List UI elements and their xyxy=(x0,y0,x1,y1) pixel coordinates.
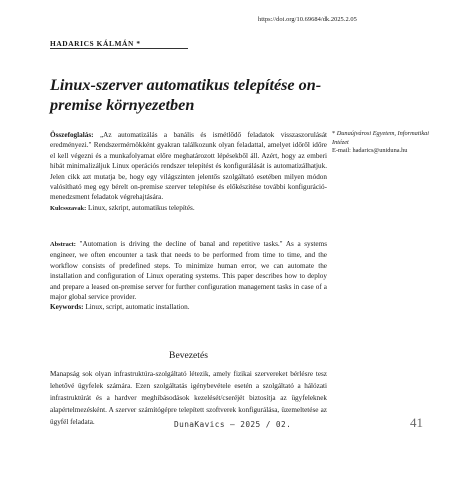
doi-link[interactable]: https://doi.org/10.69684/dk.2025.2.05 xyxy=(258,16,357,23)
abstract-en-label: Abstract: xyxy=(50,241,76,248)
author-divider xyxy=(50,48,188,49)
abstract-hu-label: Összefoglalás: xyxy=(50,131,94,139)
author-name: HADARICS KÁLMÁN * xyxy=(50,39,141,48)
affiliation-marker: * xyxy=(332,130,336,137)
article-title: Linux-szerver automatikus telepítése on-premise környezetben xyxy=(50,76,322,114)
abstract-en-text: "Automation is driving the decline of banal and repetitive tasks." As a systems engineer, we often encounter a task that needs to be performed from time to time, and the workflow consists of predefined steps. To minimize human error, we can automate the installation and configuration of Linux operating systems. This paper describes how to deploy and prepare a leased on-premise server for further configuration management tasks in case of a major global service provider. xyxy=(50,240,328,302)
keywords-hu-text: Linux, szkript, automatikus telepítés. xyxy=(88,203,195,212)
affiliation-email[interactable]: E-mail: hadarics@uniduna.hu xyxy=(332,147,408,155)
keywords-en-text: Linux, script, automatic installation. xyxy=(85,303,190,312)
keywords-hu-label: Kulcsszavak: xyxy=(50,204,87,212)
affiliation-institution: Dunaújvárosi Egyetem, Informatikai Intézet xyxy=(332,130,430,146)
keywords-en-label: Keywords: xyxy=(50,303,84,312)
abstract-hungarian xyxy=(50,130,327,214)
abstract-hu-text: „Az automatizálás a banális és ismétlődő feladatok visszaszorulását eredményezi." Rendszermérnökként gyakran találkozunk olyan feladattal, amelyet időről időre el kell végezni és a munkafolyamat előre meghatározott lépésekből áll. Azért, hogy az emberi hibát minimalizáljuk Linux operációs rendszer telepítést és konfigurálását is automatizálhatjuk. Jelen cikk azt mutatja be, hogy egy világszinten jelentős szolgáltató esetében milyen módon valósítható meg egy bérelt on-premise szerver telepítése és előkészítése további konfiguráció-menedzsment feladatok végrehajtására. xyxy=(50,131,328,202)
section-body: Manapság sok olyan infrastruktúra-szolgáltató létezik, amely fizikai szervereket bérlésre tesz lehetővé ügyfelek számára. Ezen szolgáltatás igénybevétele esetén a szolgáltató a hálózati infrastruktúrát és a hardver meghibásodások kezelését/cseréjét biztosítja az ügyfeleknek alapértelmezésként. A szerver számítógépre telepített szoftverek konfigurálása, üzemeltetése az ügyfél feladata. xyxy=(50,370,327,426)
author-affiliation xyxy=(332,130,444,156)
abstract-english xyxy=(50,239,327,313)
page-number: 41 xyxy=(410,415,423,430)
section-heading: Bevezetés xyxy=(169,350,208,361)
footer-journal: DunaKavics – 2025 / 02. xyxy=(174,420,292,429)
